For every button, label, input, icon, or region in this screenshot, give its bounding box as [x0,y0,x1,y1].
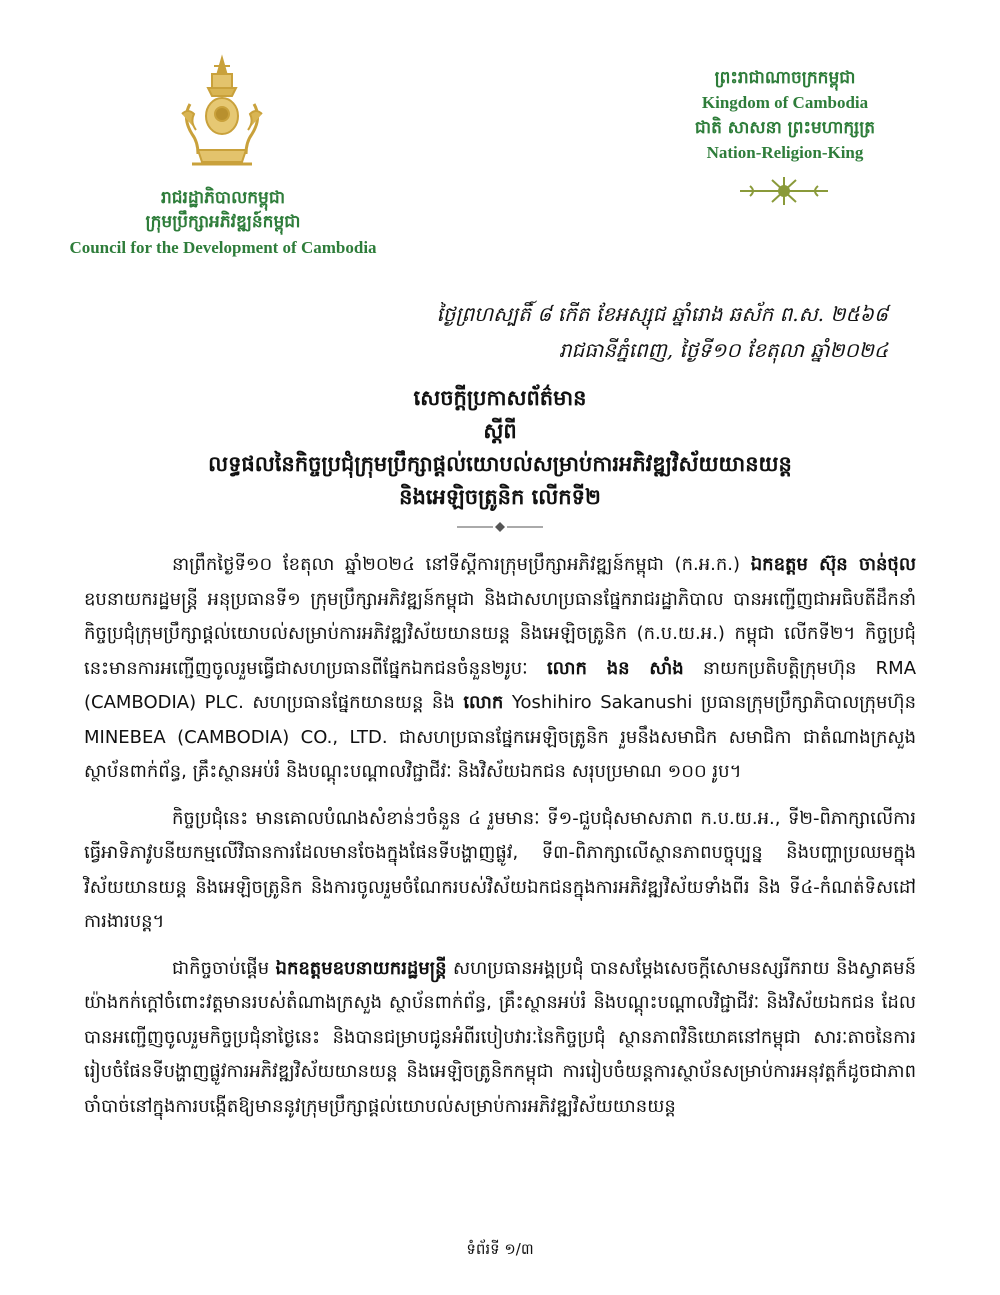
p1-text-g: Yoshihiro Sakanushi ប្រធានក្រុមប្រឹក្សាភិបាលក្រុមហ៊ុន MINEBEA (CAMBODIA) CO., LTD. ជាសហប្រធានផ្នែកអេឡិចត្រូនិក រួមនឹងសមាជិក សមាជិកា ជាតំណាងក្រសួង ស្ថាប័នពាក់ព័ន្ធ, គ្រឹះស្ថានអប់រំ និងបណ្តុះបណ្តាលវិជ្ជាជីវៈ និងវិស័យឯកជន សរុបប្រមាណ ១០០ រូប។ [84,692,916,782]
paragraph-1 [84,548,916,790]
p1-bold-name: ឯកឧត្តម ស៊ុន ចាន់ថុល [750,554,917,575]
p1-bold-name-2: លោក ងន សាំង [546,657,684,679]
p1-text-e: នាយកប្រតិបត្តិក្រុមហ៊ុន RMA (CAMBODIA) PLC. សហប្រធានផ្នែកយានយន្ត និង [84,657,917,713]
p1-text-a: នាព្រឹកថ្ងៃទី១០ ខែតុលា ឆ្នាំ២០២៤ នៅទីស្តីការក្រុមប្រឹក្សាអភិវឌ្ឍន៍កម្ពុជា (ក.អ.ក.) [172,554,741,575]
solar-date: រាជធានីភ្នំពេញ, ថ្ងៃទី១០ ខែតុលា ឆ្នាំ២០២៤ [558,338,888,362]
royal-emblem-icon [168,54,276,174]
title-line-1: សេចក្តីប្រកាសព័ត៌មាន [413,386,587,410]
left-organization-block [60,186,386,259]
paragraph-2: កិច្ចប្រជុំនេះ មានគោលបំណងសំខាន់ៗចំនួន ៤ រួមមានៈ ទី១-ជួបជុំសមាសភាព ក.ប.យ.អ., ទី២-ពិភាក្សាលើការធ្វើអាទិភាវូបនីយកម្មលើវិធានការដែលមានចែងក្នុងផែនទីបង្ហាញផ្លូវ, ទី៣-ពិភាក្សាលើស្ថានភាពបច្ចុប្បន្ន និងបញ្ហាប្រឈមក្នុងវិស័យយានយន្ត និងអេឡិចត្រូនិក និងការចូលរួមចំណែករបស់វិស័យឯកជនក្នុងការអភិវឌ្ឍវិស័យទាំងពីរ និង ទី៤-កំណត់ទិសដៅការងារបន្ត។ [84,807,916,932]
p3-text-c: សហប្រធានអង្គប្រជុំ បានសម្តែងសេចក្តីសោមនស្សរីករាយ និងស្វាគមន៍យ៉ាងកក់ក្តៅចំពោះវត្តមានរបស់តំណាងក្រសួង ស្ថាប័នពាក់ព័ន្ធ, គ្រឹះស្ថានអប់រំ និងបណ្តុះបណ្តាលវិជ្ជាជីវៈ និងវិស័យឯកជន ដែលបានអញ្ជើញចូលរួមកិច្ចប្រជុំនាថ្ងៃនេះ និងបានជម្រាបជូនអំពីរបៀបវារៈនៃកិច្ចប្រជុំ ស្ថានភាពវិនិយោគនៅកម្ពុជា សារៈតាចនៃការរៀបចំផែនទីបង្ហាញផ្លូវការអភិវឌ្ឍវិស័យយានយន្ត និងអេឡិចត្រូនិកកម្ពុជា ការរៀបចំយន្តការស្ថាប័នសម្រាប់ការអនុវត្តក៏ដូចជាភាពចាំបាច់នៅក្នុងការបង្កើតឱ្យមាននូវក្រុមប្រឹក្សាផ្តល់យោបល់សម្រាប់ការអភិវឌ្ឍវិស័យយានយន្ត [84,957,916,1117]
kingdom-name-en: Kingdom of Cambodia [701,93,869,112]
kingdom-name-kh: ព្រះរាជាណាចក្រកម្ពុជា [714,68,856,88]
p3-text-a: ជាកិច្ចចាប់ផ្តើម [172,957,276,979]
title-line-4: និងអេឡិចត្រូនិក លើកទី២ [399,485,601,509]
date-block [436,296,888,368]
ornament-flourish-icon [736,174,832,208]
council-name-kh: ក្រុមប្រឹក្សាអភិវឌ្ឍន៍កម្ពុជា [145,212,301,232]
council-name-en: Council for the Development of Cambodia [69,238,377,257]
motto-en: Nation-Religion-King [706,143,864,162]
page-number: ទំព័រទី ១/៣ [466,1240,534,1258]
lunar-date: ថ្ងៃព្រហស្បតិ៍ ៨ កើត ខែអស្សុជ ឆ្នាំរោង ឆស័ក ព.ស. ២៥៦៨ [436,302,888,326]
motto-kh: ជាតិ សាសនា ព្រះមហាក្សត្រ [694,118,876,138]
p1-text-c: ឧបនាយករដ្ឋមន្ត្រី អនុប្រធានទី១ ក្រុមប្រឹក្សាអភិវឌ្ឍន៍កម្ពុជា និងជាសហប្រធានផ្នែករាជរដ្ឋាភិបាល បានអញ្ជើញជាអធិបតីដឹកនាំកិច្ចប្រជុំក្រុមប្រឹក្សាផ្តល់យោបល់សម្រាប់ការអភិវឌ្ឍវិស័យយានយន្ត និងអេឡិចត្រូនិក (ក.ប.យ.អ.) កម្ពុជា លើកទី២។ កិច្ចប្រជុំនេះមានការអញ្ជើញចូលរួមធ្វើជាសហប្រធានពីផ្នែកឯកជនចំនួន២រូបៈ [84,588,916,679]
title-divider-ornament [455,520,545,534]
paragraph-3 [84,952,916,1125]
body-text [84,548,916,1136]
title-block [100,382,900,514]
title-line-3: លទ្ធផលនៃកិច្ចប្រជុំក្រុមប្រឹក្សាផ្តល់យោបល់សម្រាប់ការអភិវឌ្ឍវិស័យយានយន្ត [208,452,792,476]
right-kingdom-block [660,66,910,166]
title-line-2: ស្តីពី [483,419,517,443]
p1-bold-title: លោក [463,692,504,713]
p3-bold-title: ឯកឧត្តមឧបនាយករដ្ឋមន្ត្រី [275,957,447,979]
government-name: រាជរដ្ឋាភិបាលកម្ពុជា [160,188,286,208]
